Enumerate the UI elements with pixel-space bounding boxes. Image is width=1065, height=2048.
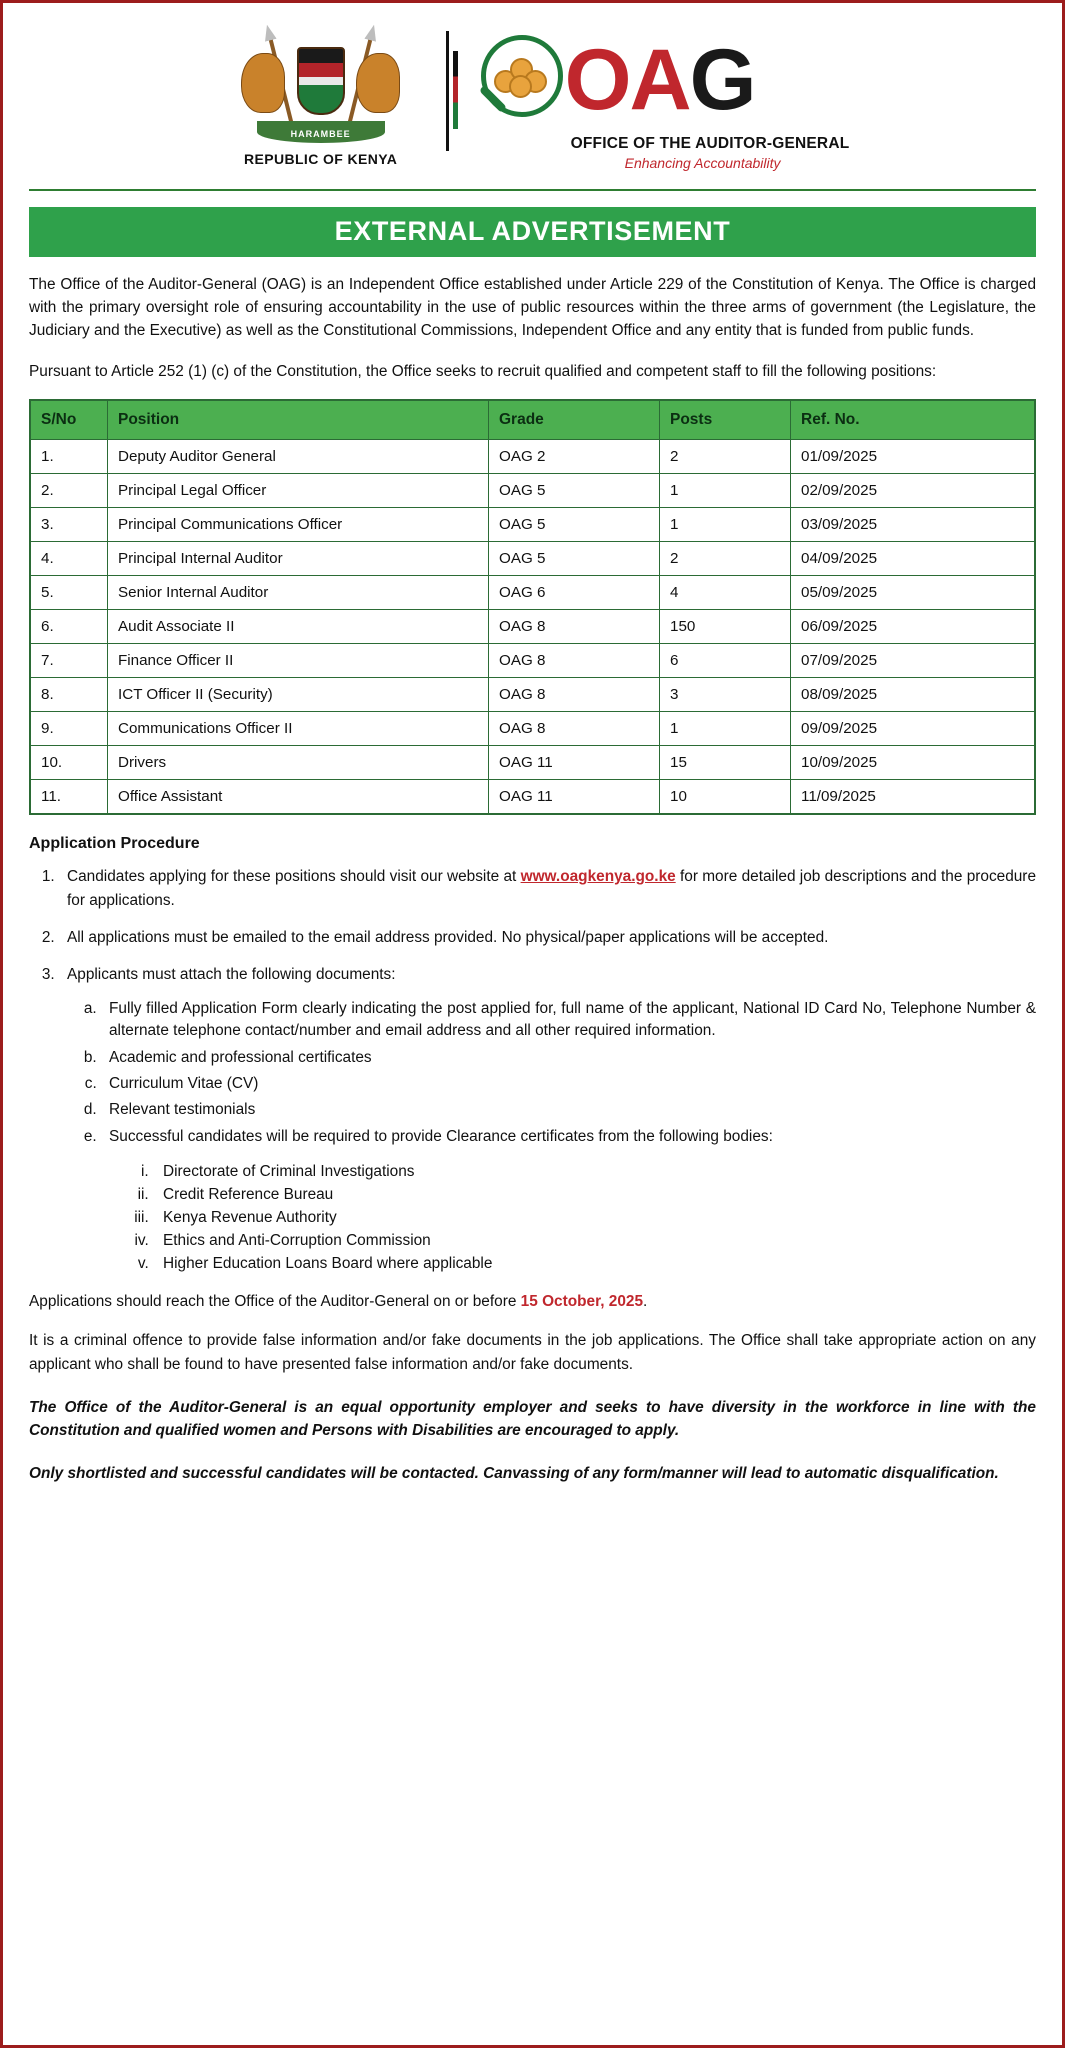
application-procedure-heading: Application Procedure xyxy=(29,835,200,853)
document-item xyxy=(101,1126,1036,1276)
clearance-body-item: v. Higher Education Loans Board where applicable xyxy=(153,1252,1036,1275)
cell-refno: 04/09/2025 xyxy=(791,542,1036,576)
oag-logo-block xyxy=(475,25,850,171)
cell-position: Senior Internal Auditor xyxy=(108,576,489,610)
cell-position: Deputy Auditor General xyxy=(108,440,489,474)
required-documents-list xyxy=(67,998,1036,1276)
cell-grade: OAG 5 xyxy=(489,474,660,508)
procedure-item-1 xyxy=(59,865,1036,911)
clearance-intro: Successful candidates will be required to provide Clearance certificates from the following bodies: xyxy=(109,1127,773,1145)
cell-posts: 4 xyxy=(660,576,791,610)
table-row xyxy=(30,542,1035,576)
logo-letter-a: A xyxy=(629,32,690,129)
cell-posts: 2 xyxy=(660,440,791,474)
cell-refno: 09/09/2025 xyxy=(791,712,1036,746)
cell-position: Principal Legal Officer xyxy=(108,474,489,508)
table-row xyxy=(30,678,1035,712)
page-title: EXTERNAL ADVERTISEMENT xyxy=(29,207,1036,257)
cell-posts: 1 xyxy=(660,474,791,508)
cell-refno: 05/09/2025 xyxy=(791,576,1036,610)
coat-of-arms-block xyxy=(216,25,426,167)
cell-sno: 6. xyxy=(30,610,108,644)
cell-refno: 02/09/2025 xyxy=(791,474,1036,508)
cell-refno: 10/09/2025 xyxy=(791,746,1036,780)
table-header-row xyxy=(30,400,1035,440)
cell-sno: 7. xyxy=(30,644,108,678)
document-item: d. Relevant testimonials xyxy=(101,1099,1036,1121)
cell-refno: 08/09/2025 xyxy=(791,678,1036,712)
table-row xyxy=(30,576,1035,610)
cell-grade: OAG 5 xyxy=(489,508,660,542)
organization-tagline: Enhancing Accountability xyxy=(624,155,781,171)
cell-posts: 150 xyxy=(660,610,791,644)
offence-paragraph: It is a criminal offence to provide false information and/or fake documents in the job applications. The Office shall take appropriate action on any applicant who shall be found to have presented false information and/or fake documents. xyxy=(29,1332,1036,1373)
column-header-sno: S/No xyxy=(30,400,108,440)
magnifier-coins-icon xyxy=(475,29,571,133)
positions-table xyxy=(29,399,1036,815)
cell-refno: 11/09/2025 xyxy=(791,780,1036,815)
clearance-body-item: i. Directorate of Criminal Investigations xyxy=(153,1160,1036,1183)
cell-sno: 11. xyxy=(30,780,108,815)
cell-refno: 01/09/2025 xyxy=(791,440,1036,474)
cell-sno: 5. xyxy=(30,576,108,610)
document-item: c. Curriculum Vitae (CV) xyxy=(101,1073,1036,1095)
procedure-list xyxy=(29,865,1036,1275)
procedure-item-2: 2. All applications must be emailed to the email address provided. No physical/paper applications will be accepted. xyxy=(59,926,1036,949)
coat-motto: HARAMBEE xyxy=(290,129,351,139)
deadline-date: 15 October, 2025 xyxy=(520,1293,644,1311)
column-header-posts: Posts xyxy=(660,400,791,440)
document-header xyxy=(3,3,1062,179)
table-row xyxy=(30,440,1035,474)
intro-paragraph: The Office of the Auditor-General (OAG) is an Independent Office established under Article 229 of the Constitution of Kenya. The Office is charged with the primary oversight role of ensuring accountability in the use of public resources within the three arms of government (the Legislature, the Judiciary and the Executive) as well as the Constitutional Commissions, Independent Office and any entity that is funded from public funds. xyxy=(29,276,1036,340)
cell-sno: 1. xyxy=(30,440,108,474)
deadline-after: . xyxy=(643,1293,648,1311)
cell-grade: OAG 11 xyxy=(489,746,660,780)
pursuant-paragraph: Pursuant to Article 252 (1) (c) of the Constitution, the Office seeks to recruit qualified and competent staff to fill the following positions: xyxy=(29,363,937,381)
organization-name: OFFICE OF THE AUDITOR-GENERAL xyxy=(570,135,850,152)
column-header-grade: Grade xyxy=(489,400,660,440)
clearance-body-item: ii. Credit Reference Bureau xyxy=(153,1183,1036,1206)
cell-grade: OAG 8 xyxy=(489,712,660,746)
cell-grade: OAG 11 xyxy=(489,780,660,815)
table-row xyxy=(30,712,1035,746)
cell-sno: 9. xyxy=(30,712,108,746)
column-header-position: Position xyxy=(108,400,489,440)
cell-grade: OAG 8 xyxy=(489,610,660,644)
cell-grade: OAG 5 xyxy=(489,542,660,576)
cell-refno: 07/09/2025 xyxy=(791,644,1036,678)
cell-position: ICT Officer II (Security) xyxy=(108,678,489,712)
procedure-item-1-after: for more detailed job descriptions and the procedure for applications. xyxy=(67,868,1036,909)
kenya-coat-of-arms-icon xyxy=(233,31,408,149)
logo-letter-g: G xyxy=(689,32,755,129)
cell-grade: OAG 8 xyxy=(489,678,660,712)
document-item: a. Fully filled Application Form clearly indicating the post applied for, full name of the applicant, National ID Card No, Telephone Number & alternate telephone contact/number and email address and all other required information. xyxy=(101,998,1036,1043)
column-header-refno: Ref. No. xyxy=(791,400,1036,440)
clearance-body-item: iii. Kenya Revenue Authority xyxy=(153,1206,1036,1229)
equal-opportunity-paragraph: The Office of the Auditor-General is an equal opportunity employer and seeks to have diversity in the workforce in line with the Constitution and qualified women and Persons with Disabilities are encouraged to apply. xyxy=(29,1398,1036,1439)
procedure-item-3-text: Applicants must attach the following documents: xyxy=(67,965,396,983)
cell-posts: 10 xyxy=(660,780,791,815)
cell-position: Principal Internal Auditor xyxy=(108,542,489,576)
cell-posts: 6 xyxy=(660,644,791,678)
cell-position: Communications Officer II xyxy=(108,712,489,746)
cell-posts: 15 xyxy=(660,746,791,780)
cell-position: Principal Communications Officer xyxy=(108,508,489,542)
cell-position: Office Assistant xyxy=(108,780,489,815)
cell-grade: OAG 8 xyxy=(489,644,660,678)
clearance-body-item: iv. Ethics and Anti-Corruption Commission xyxy=(153,1229,1036,1252)
cell-refno: 03/09/2025 xyxy=(791,508,1036,542)
table-row xyxy=(30,474,1035,508)
procedure-item-3 xyxy=(59,963,1036,1276)
shortlist-paragraph: Only shortlisted and successful candidates will be contacted. Canvassing of any form/manner will lead to automatic disqualification. xyxy=(29,1464,999,1482)
deadline-before: Applications should reach the Office of the Auditor-General on or before xyxy=(29,1293,521,1311)
cell-sno: 3. xyxy=(30,508,108,542)
cell-sno: 2. xyxy=(30,474,108,508)
header-divider xyxy=(446,31,449,151)
cell-position: Audit Associate II xyxy=(108,610,489,644)
cell-grade: OAG 6 xyxy=(489,576,660,610)
table-row xyxy=(30,780,1035,815)
clearance-bodies-list xyxy=(109,1160,1036,1276)
coat-caption: REPUBLIC OF KENYA xyxy=(243,151,398,167)
cell-posts: 1 xyxy=(660,508,791,542)
table-row xyxy=(30,610,1035,644)
cell-grade: OAG 2 xyxy=(489,440,660,474)
logo-letter-o: O xyxy=(564,32,630,129)
table-row xyxy=(30,644,1035,678)
cell-position: Finance Officer II xyxy=(108,644,489,678)
table-row xyxy=(30,508,1035,542)
oag-website-link[interactable]: www.oagkenya.go.ke xyxy=(520,868,676,886)
header-green-rule xyxy=(29,189,1036,191)
cell-sno: 8. xyxy=(30,678,108,712)
table-row xyxy=(30,746,1035,780)
cell-refno: 06/09/2025 xyxy=(791,610,1036,644)
cell-sno: 10. xyxy=(30,746,108,780)
procedure-item-1-before: Candidates applying for these positions should visit our website at xyxy=(67,868,521,886)
document-item: b. Academic and professional certificates xyxy=(101,1047,1036,1069)
cell-posts: 2 xyxy=(660,542,791,576)
cell-posts: 1 xyxy=(660,712,791,746)
document-body xyxy=(3,273,1062,1513)
cell-posts: 3 xyxy=(660,678,791,712)
cell-sno: 4. xyxy=(30,542,108,576)
cell-position: Drivers xyxy=(108,746,489,780)
deadline-paragraph xyxy=(29,1293,1036,1311)
